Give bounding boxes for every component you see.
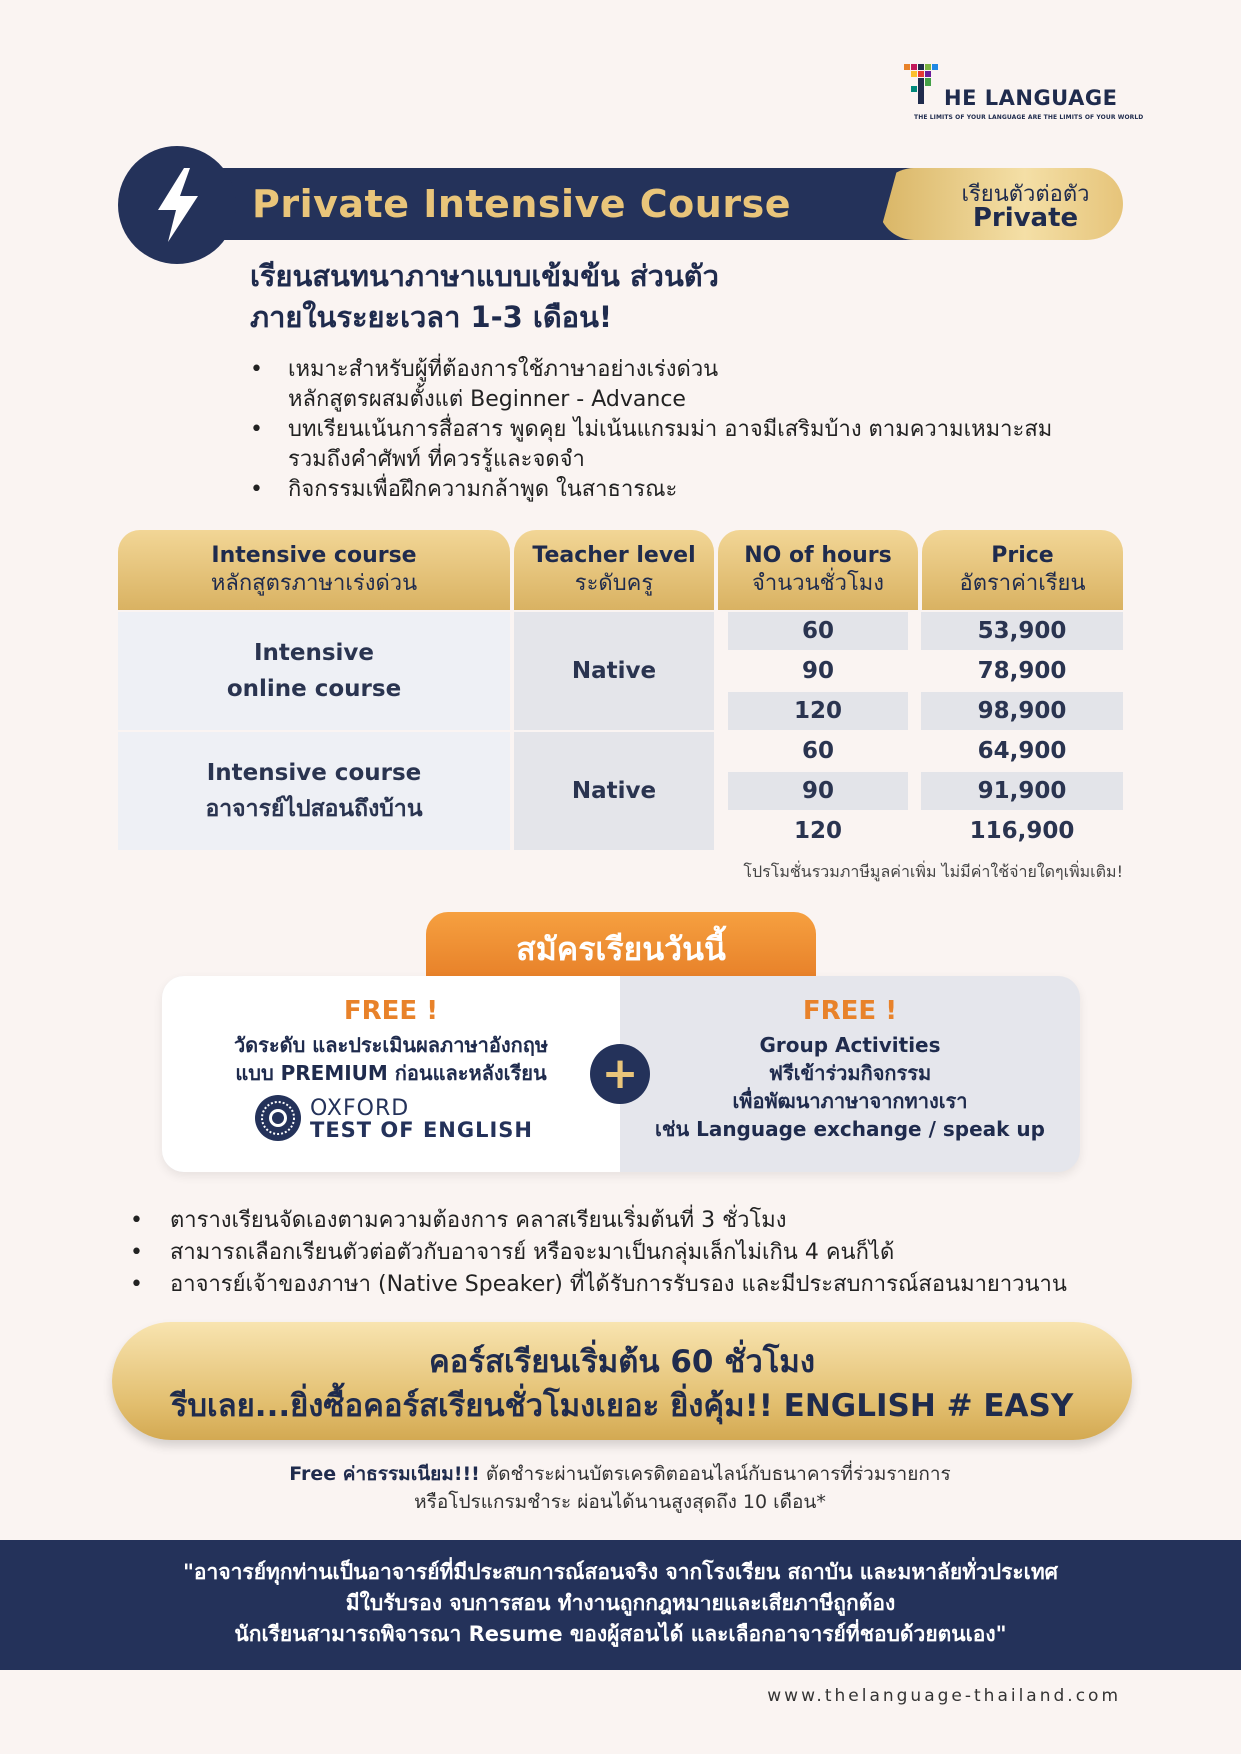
free-test-panel (162, 976, 620, 1172)
logo-t-mark-icon (902, 62, 944, 108)
apply-now-button[interactable]: สมัครเรียนวันนี้ (426, 912, 816, 976)
feature-list (250, 355, 1130, 505)
price-cell: 116,900 (969, 818, 1075, 844)
header-teacher: Teacher level ระดับครู (514, 530, 714, 610)
list-item: • บทเรียนเน้นการสื่อสาร พูดคุย ไม่เน้นแกรมม่า อาจมีเสริมบ้าง ตามความเหมาะสม รวมถึงคำศัพท์ ที่ควรรู้และจดจำ (250, 415, 1130, 475)
fee-info (140, 1460, 1100, 1516)
pill-label-thai: เรียนตัวต่อตัว (961, 182, 1090, 207)
fee-line-1: ตัดชำระผ่านบัตรเครดิตออนไลน์กับธนาคารที่ร่วมรายการ (479, 1463, 951, 1485)
subtitle-line-2: ภายในระยะเวลา 1-3 เดือน! (250, 300, 613, 334)
list-item: • กิจกรรมเพื่อฝึกความกล้าพูด ในสาธารณะ (250, 475, 1130, 505)
fee-bold: Free ค่าธรรมเนียม!!! (289, 1463, 480, 1485)
header-hours: NO of hours จำนวนชั่วโมง (718, 530, 918, 610)
hours-cell: 120 (728, 692, 908, 730)
list-item: • ตารางเรียนจัดเองตามความต้องการ คลาสเรียนเริ่มต้นที่ 3 ชั่วโมง (130, 1205, 1130, 1237)
price-table (118, 530, 1123, 850)
free-test-text: วัดระดับ และประเมินผลภาษาอังกฤษ แบบ PREMIUM ก่อนและหลังเรียน (233, 1033, 549, 1085)
price-cell: 78,900 (977, 658, 1067, 684)
hours-cell: 90 (728, 772, 908, 810)
quote-line-1: "อาจารย์ทุกท่านเป็นอาจารย์ที่มีประสบการณ์สอนจริง จากโรงเรียน สถาบัน และมหาลัยทั่วประเทศ (182, 1560, 1059, 1584)
list-item: • อาจารย์เจ้าของภาษา (Native Speaker) ที่ได้รับการรับรอง และมีประสบการณ์สอนมายาวนาน (130, 1269, 1130, 1301)
benefit-list (130, 1205, 1130, 1301)
lightning-bolt-icon (154, 168, 202, 242)
teacher-cell: Native (514, 612, 714, 730)
course-cell-home: Intensive course อาจารย์ไปสอนถึงบ้าน (118, 732, 510, 850)
logo-tagline: THE LIMITS OF YOUR LANGUAGE ARE THE LIMITS OF YOUR WORLD (914, 114, 1144, 121)
hours-cell: 120 (793, 818, 842, 844)
teacher-quote-band (0, 1540, 1241, 1670)
hours-cell: 90 (801, 658, 834, 684)
plus-icon: + (590, 1044, 650, 1104)
subtitle-line-1: เรียนสนทนาภาษาแบบเข้มข้น ส่วนตัว (250, 259, 719, 293)
price-cell: 64,900 (977, 738, 1067, 764)
free-title-left: FREE ! (343, 996, 439, 1026)
hours-cell: 60 (801, 738, 834, 764)
course-start-banner (112, 1322, 1132, 1440)
oxford-seal-icon (254, 1094, 302, 1142)
teacher-cell: Native (514, 732, 714, 850)
course-cell-online: Intensive online course (118, 612, 510, 730)
title-banner (118, 146, 1123, 266)
fee-line-2: หรือโปรแกรมชำระ ผ่อนได้นานสูงสุดถึง 10 เดือน* (414, 1491, 826, 1513)
header-course: Intensive course หลักสูตรภาษาเร่งด่วน (118, 530, 510, 610)
quote-line-2: มีใบรับรอง จบการสอน ทำงานถูกกฎหมายและเสียภาษีถูกต้อง (345, 1591, 896, 1615)
group-activities-text: Group Activities ฟรีเข้าร่วมกิจกรรม เพื่อพัฒนาภาษาจากทางเรา เช่น Language exchange / speak up (655, 1033, 1045, 1141)
list-item: • เหมาะสำหรับผู้ที่ต้องการใช้ภาษาอย่างเร่งด่วน หลักสูตรผสมตั้งแต่ Beginner - Advance (250, 355, 1130, 415)
oxford-test-logo: OXFORD TEST OF ENGLISH (254, 1094, 554, 1144)
price-cell: 91,900 (921, 772, 1123, 810)
price-cell: 98,900 (921, 692, 1123, 730)
free-title-right: FREE ! (802, 996, 898, 1026)
hours-cell: 60 (728, 612, 908, 650)
price-cell: 53,900 (921, 612, 1123, 650)
website-link[interactable]: www.thelanguage-thailand.com (767, 1686, 1121, 1706)
course-title: Private Intensive Course (252, 182, 791, 226)
pill-label-private: Private (972, 203, 1079, 233)
header-price: Price อัตราค่าเรียน (922, 530, 1123, 610)
banner-circle (118, 146, 236, 264)
promo-note: โปรโมชั่นรวมภาษีมูลค่าเพิ่ม ไม่มีค่าใช้จ่ายใดๆเพิ่มเติม! (743, 862, 1123, 881)
logo-name: HE LANGUAGE (944, 86, 1118, 110)
gold-line-2: รีบเลย...ยิ่งซื้อคอร์สเรียนชั่วโมงเยอะ ยิ่งคุ้ม!! ENGLISH # EASY (170, 1388, 1074, 1424)
subtitle (250, 256, 719, 338)
gold-line-1: คอร์สเรียนเริ่มต้น 60 ชั่วโมง (429, 1344, 815, 1380)
quote-line-3: นักเรียนสามารถพิจารณา Resume ของผู้สอนได้ และเลือกอาจารย์ที่ชอบด้วยตนเอง" (234, 1622, 1007, 1646)
brand-logo (902, 62, 1144, 124)
list-item: • สามารถเลือกเรียนตัวต่อตัวกับอาจารย์ หรือจะมาเป็นกลุ่มเล็กไม่เกิน 4 คนก็ได้ (130, 1237, 1130, 1269)
